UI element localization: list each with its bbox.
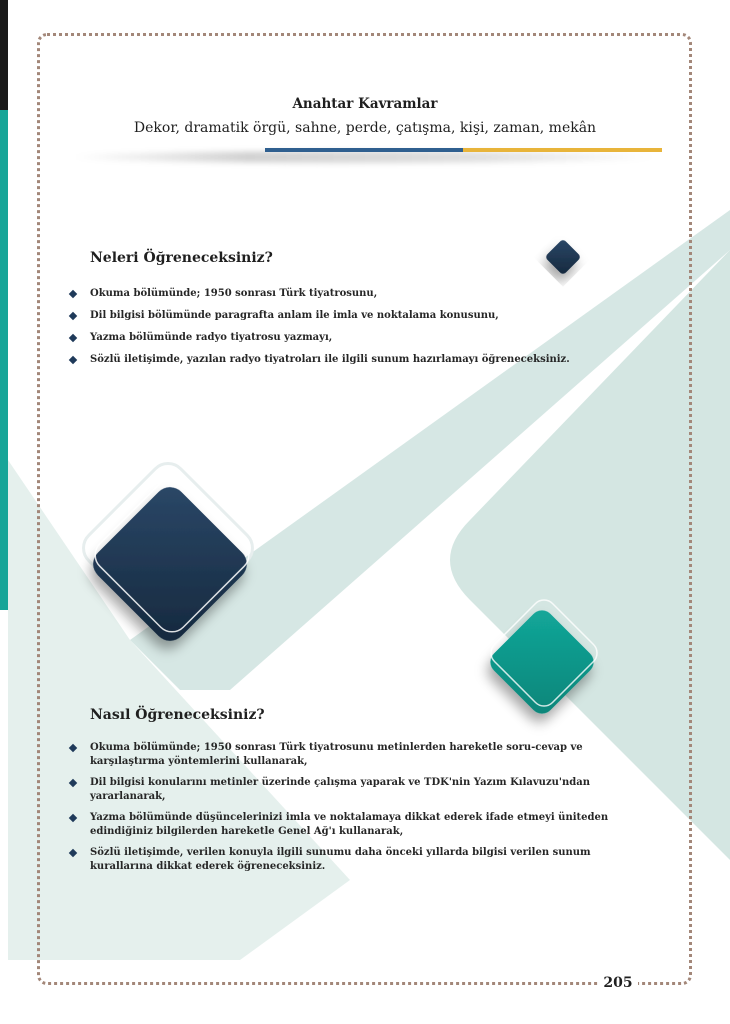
list-item-text: Yazma bölümünde radyo tiyatrosu yazmayı, bbox=[90, 332, 333, 343]
diamond-bullet-icon bbox=[69, 744, 77, 752]
key-concepts-bar-gold bbox=[463, 148, 662, 152]
list-item-text: Sözlü iletişimde, verilen konuyla ilgili sunumu daha önceki yıllarda bilgisi verilen sunum kurallarına dikkat ederek öğreneceksiniz. bbox=[90, 847, 591, 872]
diamond-bullet-icon bbox=[69, 312, 77, 320]
list-item bbox=[68, 776, 628, 804]
list-item bbox=[68, 287, 648, 301]
diamond-bullet-icon bbox=[69, 290, 77, 298]
list-item-text: Okuma bölümünde; 1950 sonrası Türk tiyatrosunu, bbox=[90, 288, 378, 299]
left-edge-strip-teal bbox=[0, 110, 8, 610]
diamond-bullet-icon bbox=[69, 334, 77, 342]
list-item-text: Sözlü iletişimde, yazılan radyo tiyatroları ile ilgili sunum hazırlamayı öğreneceksiniz. bbox=[90, 354, 570, 365]
key-concepts-title: Anahtar Kavramlar bbox=[292, 96, 438, 112]
diamond-bullet-icon bbox=[69, 356, 77, 364]
list-item bbox=[68, 846, 628, 874]
list-item bbox=[68, 353, 648, 367]
what-you-learn-heading: Neleri Öğreneceksiniz? bbox=[90, 250, 273, 266]
diamond-bullet-icon bbox=[69, 779, 77, 787]
list-item-text: Okuma bölümünde; 1950 sonrası Türk tiyatrosunu metinlerden hareketle soru-cevap ve karşılaştırma yöntemlerini kullanarak, bbox=[90, 742, 583, 767]
key-concepts-terms: Dekor, dramatik örgü, sahne, perde, çatışma, kişi, zaman, mekân bbox=[133, 120, 597, 136]
how-you-learn-list bbox=[68, 741, 628, 881]
key-concepts-bar-shadow bbox=[70, 151, 660, 163]
list-item-text: Yazma bölümünde düşüncelerinizi imla ve noktalamaya dikkat ederek ifade etmeyi üniteden edindiğiniz bilgilerden hareketle Genel Ağ'ı kullanarak, bbox=[90, 812, 609, 837]
list-item-text: Dil bilgisi konularını metinler üzerinde çalışma yaparak ve TDK'nin Yazım Kılavuzu'ndan yararlanarak, bbox=[90, 777, 590, 802]
list-item-text: Dil bilgisi bölümünde paragrafta anlam ile imla ve noktalama konusunu, bbox=[90, 310, 499, 321]
list-item bbox=[68, 741, 628, 769]
list-item bbox=[68, 331, 648, 345]
key-concepts-bar-blue bbox=[265, 148, 463, 152]
list-item bbox=[68, 309, 648, 323]
list-item bbox=[68, 811, 628, 839]
diamond-bullet-icon bbox=[69, 849, 77, 857]
what-you-learn-list bbox=[68, 287, 648, 375]
diamond-bullet-icon bbox=[69, 814, 77, 822]
page-number: 205 bbox=[598, 975, 638, 991]
how-you-learn-heading: Nasıl Öğreneceksiniz? bbox=[90, 707, 265, 723]
